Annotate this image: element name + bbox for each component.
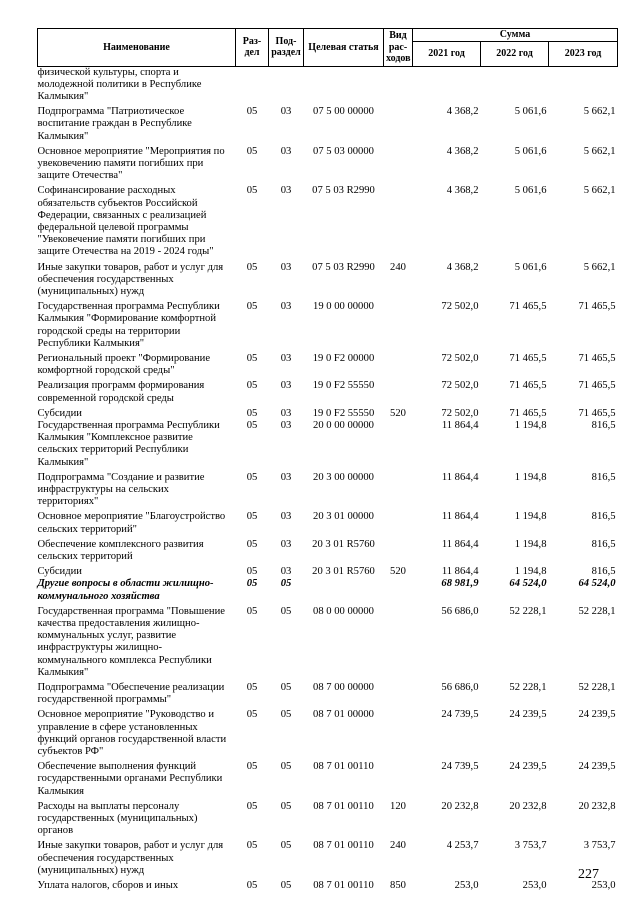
- row-article: 20 3 01 R5760: [312, 538, 375, 550]
- row-name: Иные закупки товаров, работ и услуг для обеспечения государственных (муниципальных) нужд: [37, 261, 224, 297]
- row-section: 05: [246, 800, 258, 812]
- row-amount-2023: 20 232,8: [578, 800, 616, 812]
- table-row: [38, 606, 618, 682]
- row-amount-2021: 4 368,2: [446, 145, 479, 157]
- row-amount-2023: 52 228,1: [578, 605, 616, 617]
- header-name: Наименование: [38, 29, 236, 67]
- row-amount-2023: 24 239,5: [578, 709, 616, 721]
- row-section: 05: [246, 471, 258, 483]
- table-row: [38, 106, 618, 146]
- row-section: 05: [246, 106, 258, 118]
- row-subsection: 05: [280, 800, 292, 812]
- table-row: [38, 801, 618, 841]
- row-section: 05: [246, 185, 258, 197]
- row-subsection: 05: [280, 709, 292, 721]
- row-subsection: 03: [280, 145, 292, 157]
- row-subsection: 03: [280, 352, 292, 364]
- table-row: [38, 880, 618, 895]
- table-row: [38, 262, 618, 302]
- row-article: 20 0 00 00000: [313, 419, 374, 431]
- row-kind: [384, 185, 413, 261]
- row-subsection: 05: [280, 682, 292, 694]
- row-subsection: 05: [280, 840, 292, 852]
- row-amount-2021: 11 864,4: [441, 538, 479, 550]
- row-name: Подпрограмма "Создание и развитие инфраструктуры на сельских территориях": [37, 471, 205, 508]
- row-amount-2021: 11 864,4: [441, 419, 479, 431]
- row-amount-2023: 52 228,1: [578, 682, 616, 694]
- row-name: Основное мероприятие "Руководство и управление в сфере установленных функций органов государственной власти субъектов РФ": [37, 709, 227, 758]
- row-amount-2023: [549, 66, 618, 106]
- row-subsection: 03: [280, 419, 292, 431]
- row-name: Уплата налогов, сборов и иных: [37, 880, 179, 892]
- table-row: [38, 408, 618, 420]
- row-name: Иные закупки товаров, работ и услуг для обеспечения государственных (муниципальных) нужд: [37, 840, 224, 876]
- row-amount-2022: 71 465,5: [509, 380, 547, 392]
- row-kind: [384, 420, 413, 472]
- row-subsection: 03: [280, 471, 292, 483]
- row-kind: 520: [390, 407, 406, 419]
- row-article: [304, 66, 384, 106]
- row-amount-2023: 71 465,5: [578, 380, 616, 392]
- row-subsection: 03: [280, 566, 292, 578]
- row-amount-2021: 20 232,8: [441, 800, 479, 812]
- row-kind: [384, 146, 413, 186]
- row-kind: [384, 380, 413, 407]
- row-name: Основное мероприятие "Мероприятия по увековечению памяти погибших при защите Отечества": [37, 145, 225, 182]
- row-kind: [384, 606, 413, 682]
- row-article: 07 5 03 R2990: [312, 185, 375, 197]
- table-row: [38, 761, 618, 801]
- row-kind: [384, 578, 413, 605]
- row-kind: 240: [390, 840, 406, 852]
- row-article: 07 5 03 00000: [313, 145, 374, 157]
- row-article: 19 0 F2 55550: [312, 380, 375, 392]
- row-subsection: 03: [280, 511, 292, 523]
- row-amount-2023: 71 465,5: [578, 352, 616, 364]
- table-row: [38, 380, 618, 407]
- row-amount-2021: 72 502,0: [441, 301, 479, 313]
- row-name: Субсидии: [37, 407, 82, 419]
- row-amount-2023: 71 465,5: [578, 301, 616, 313]
- row-article: 08 7 01 00110: [313, 880, 374, 892]
- row-amount-2021: 11 864,4: [441, 566, 479, 578]
- row-name: Основное мероприятие "Благоустройство сельских территорий": [37, 511, 226, 535]
- row-amount-2022: 71 465,5: [509, 407, 547, 419]
- row-amount-2021: 56 686,0: [441, 682, 479, 694]
- row-kind: [384, 539, 413, 566]
- row-amount-2022: 5 061,6: [514, 145, 547, 157]
- row-section: [236, 66, 269, 106]
- row-article: 20 3 01 R5760: [312, 566, 375, 578]
- row-name: Государственная программа Республики Калмыкия "Формирование комфортной городской среды на территории Республики Калмыкия": [37, 301, 220, 349]
- row-amount-2023: 5 662,1: [583, 185, 616, 197]
- row-section: 05: [246, 380, 258, 392]
- row-subsection: 03: [280, 106, 292, 118]
- row-kind: 240: [390, 261, 406, 273]
- row-article: 08 7 01 00110: [313, 761, 374, 773]
- table-row: [38, 840, 618, 880]
- row-amount-2023: 816,5: [591, 511, 616, 523]
- row-section: 05: [246, 709, 258, 721]
- row-amount-2022: 71 465,5: [509, 352, 547, 364]
- table-row: [38, 578, 618, 605]
- row-kind: 850: [390, 880, 406, 892]
- row-amount-2022: 5 061,6: [514, 261, 547, 273]
- row-amount-2023: 816,5: [591, 471, 616, 483]
- row-amount-2023: 71 465,5: [578, 407, 616, 419]
- row-name: Реализация программ формирования современной городской среды: [37, 380, 205, 404]
- row-amount-2022: [481, 66, 549, 106]
- row-article: 08 0 00 00000: [313, 605, 374, 617]
- row-article: 20 3 00 00000: [313, 471, 374, 483]
- row-kind: 520: [390, 566, 406, 578]
- table-row: [38, 66, 618, 106]
- row-article: 20 3 01 00000: [313, 511, 374, 523]
- row-kind: [384, 66, 413, 106]
- row-kind: [384, 682, 413, 709]
- row-section: 05: [246, 419, 258, 431]
- row-name: Подпрограмма "Обеспечение реализации государственной программы": [37, 682, 225, 706]
- row-amount-2023: 24 239,5: [578, 761, 616, 773]
- header-year-2021: 2021 год: [413, 41, 481, 66]
- row-amount-2022: 253,0: [522, 880, 547, 892]
- row-amount-2022: 1 194,8: [514, 471, 547, 483]
- row-subsection: 05: [280, 578, 292, 590]
- table-header: [38, 29, 618, 67]
- row-section: 05: [246, 511, 258, 523]
- row-kind: [384, 106, 413, 146]
- row-amount-2022: 1 194,8: [514, 419, 547, 431]
- row-amount-2021: 24 739,5: [441, 709, 479, 721]
- row-amount-2021: [413, 66, 481, 106]
- row-amount-2021: 4 368,2: [446, 261, 479, 273]
- row-subsection: 03: [280, 407, 292, 419]
- row-amount-2022: 1 194,8: [514, 538, 547, 550]
- row-name: Субсидии: [37, 566, 82, 578]
- row-section: 05: [246, 352, 258, 364]
- row-article: 19 0 00 00000: [313, 301, 374, 313]
- row-amount-2021: 11 864,4: [441, 471, 479, 483]
- table-row: [38, 709, 618, 761]
- row-section: 05: [246, 301, 258, 313]
- row-section: 05: [246, 407, 258, 419]
- header-sum: Сумма: [413, 29, 618, 42]
- row-amount-2021: 11 864,4: [441, 511, 479, 523]
- table-body: [38, 66, 618, 895]
- row-amount-2021: 56 686,0: [441, 605, 479, 617]
- row-amount-2021: 4 368,2: [446, 106, 479, 118]
- header-year-2022: 2022 год: [481, 41, 549, 66]
- row-amount-2021: 4 368,2: [446, 185, 479, 197]
- row-amount-2022: 24 239,5: [509, 761, 547, 773]
- row-article: 08 7 00 00000: [313, 682, 374, 694]
- row-subsection: 03: [280, 261, 292, 273]
- row-section: 05: [246, 566, 258, 578]
- row-amount-2022: 64 524,0: [509, 578, 547, 590]
- table-row: [38, 539, 618, 566]
- row-amount-2021: 68 981,9: [441, 578, 479, 590]
- table-row: [38, 566, 618, 578]
- row-kind: [384, 709, 413, 761]
- row-amount-2023: 5 662,1: [583, 261, 616, 273]
- row-subsection: [269, 66, 304, 106]
- row-section: 05: [246, 261, 258, 273]
- row-section: 05: [246, 578, 258, 590]
- row-amount-2021: 72 502,0: [441, 352, 479, 364]
- row-name: физической культуры, спорта и молодежной политики в Республике Калмыкия": [37, 66, 202, 102]
- header-kind: Вид рас-ходов: [384, 29, 413, 67]
- table-row: [38, 511, 618, 538]
- row-name: Другие вопросы в области жилищно-коммунального хозяйства: [37, 578, 214, 602]
- table-row: [38, 146, 618, 186]
- row-amount-2023: 3 753,7: [583, 840, 616, 852]
- row-amount-2022: 5 061,6: [514, 185, 547, 197]
- row-article: 07 5 00 00000: [313, 106, 374, 118]
- row-subsection: 05: [280, 761, 292, 773]
- row-section: 05: [246, 605, 258, 617]
- row-name: Обеспечение выполнения функций государственными органами Республики Калмыкия: [37, 761, 223, 797]
- table-row: [38, 420, 618, 472]
- row-name: Региональный проект "Формирование комфортной городской среды": [37, 352, 211, 377]
- row-amount-2023: 816,5: [591, 538, 616, 550]
- header-subsection: Под-раздел: [269, 29, 304, 67]
- row-section: 05: [246, 761, 258, 773]
- row-amount-2022: 3 753,7: [514, 840, 547, 852]
- row-amount-2021: 24 739,5: [441, 761, 479, 773]
- row-kind: [384, 761, 413, 801]
- row-amount-2022: 71 465,5: [509, 301, 547, 313]
- row-article: 08 7 01 00000: [313, 709, 374, 721]
- row-section: 05: [246, 682, 258, 694]
- row-amount-2022: 52 228,1: [509, 605, 547, 617]
- row-name: Софинансирование расходных обязательств субъектов Российской Федерации, связанных с реализацией федеральной целевой программы "Увековечение памяти погибших при защите Отечества на 2019 - 2024 годы": [37, 185, 214, 258]
- page-number: 227: [578, 867, 599, 882]
- row-subsection: 05: [280, 605, 292, 617]
- table-row: [38, 185, 618, 261]
- table-row: [38, 301, 618, 353]
- row-section: 05: [246, 840, 258, 852]
- row-amount-2021: 253,0: [454, 880, 479, 892]
- row-amount-2022: 5 061,6: [514, 106, 547, 118]
- row-amount-2023: 5 662,1: [583, 145, 616, 157]
- table-row: [38, 472, 618, 512]
- header-year-2023: 2023 год: [549, 41, 618, 66]
- row-amount-2022: 24 239,5: [509, 709, 547, 721]
- row-amount-2022: 52 228,1: [509, 682, 547, 694]
- header-section: Раз-дел: [236, 29, 269, 67]
- row-subsection: 03: [280, 301, 292, 313]
- row-section: 05: [246, 880, 258, 892]
- table-row: [38, 353, 618, 380]
- row-kind: [384, 353, 413, 380]
- row-amount-2023: 816,5: [591, 419, 616, 431]
- row-article: 19 0 F2 00000: [312, 352, 375, 364]
- row-section: 05: [246, 145, 258, 157]
- row-subsection: 03: [280, 185, 292, 197]
- row-subsection: 05: [280, 880, 292, 892]
- row-amount-2022: 20 232,8: [509, 800, 547, 812]
- row-name: Обеспечение комплексного развития сельских территорий: [37, 538, 204, 563]
- row-amount-2023: 5 662,1: [583, 106, 616, 118]
- row-subsection: 03: [280, 538, 292, 550]
- row-name: Расходы на выплаты персоналу государственных (муниципальных) органов: [37, 800, 198, 837]
- row-kind: [384, 511, 413, 538]
- row-amount-2021: 72 502,0: [441, 407, 479, 419]
- row-article: 07 5 03 R2990: [312, 261, 375, 273]
- row-amount-2023: 64 524,0: [578, 578, 616, 590]
- row-amount-2022: 1 194,8: [514, 566, 547, 578]
- budget-table: [37, 28, 618, 895]
- row-name: Государственная программа "Повышение качества предоставления жилищно-коммунальных услуг, развитие инфраструктуры жилищно-коммунального комплекса Республики Калмыкия": [37, 605, 225, 678]
- row-amount-2021: 72 502,0: [441, 380, 479, 392]
- row-amount-2023: 253,0: [591, 880, 616, 892]
- row-kind: 120: [390, 800, 406, 812]
- row-section: 05: [246, 538, 258, 550]
- row-amount-2022: 1 194,8: [514, 511, 547, 523]
- row-amount-2023: 816,5: [591, 566, 616, 578]
- header-article: Целевая статья: [304, 29, 384, 67]
- row-kind: [384, 472, 413, 512]
- table-row: [38, 682, 618, 709]
- row-subsection: 03: [280, 380, 292, 392]
- row-article: 08 7 01 00110: [313, 800, 374, 812]
- row-kind: [384, 301, 413, 353]
- row-article: [304, 578, 384, 605]
- row-amount-2021: 4 253,7: [446, 840, 479, 852]
- row-article: 19 0 F2 55550: [312, 407, 375, 419]
- row-name: Государственная программа Республики Калмыкия "Комплексное развитие сельских территорий Республики Калмыкия": [37, 419, 220, 468]
- row-article: 08 7 01 00110: [313, 840, 374, 852]
- row-name: Подпрограмма "Патриотическое воспитание граждан в Республике Калмыкия": [37, 106, 192, 142]
